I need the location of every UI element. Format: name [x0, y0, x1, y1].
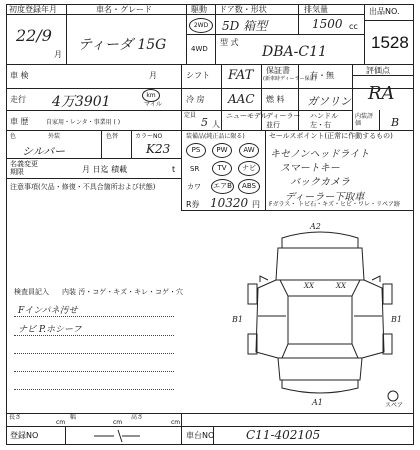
mark-xx-right: XX	[336, 282, 346, 290]
r-unit: 円	[252, 200, 260, 209]
sales-point-1: キセノンヘッドライト	[270, 149, 370, 160]
inspector-label: 検査員記入	[14, 288, 49, 296]
equip-airbag: エアB	[211, 179, 234, 194]
warranty-value: 有・無	[310, 71, 334, 80]
drive-2wd: 2WD	[189, 18, 213, 33]
spare-label: スペア	[385, 402, 404, 409]
mileage-value: 4万3901	[52, 94, 111, 110]
notes-label: 注意事項(欠品・修復・不具合箇所および状態)	[10, 183, 156, 191]
inspector-note-2: ナビ P.ホシーフ	[18, 325, 82, 335]
mark-a2: A2	[310, 222, 321, 231]
displacement-label: 排気量	[304, 5, 328, 14]
warranty-sub: (新車時ディーラー保証)	[263, 76, 317, 82]
color-value: シルバー	[22, 145, 65, 158]
color-sub1: 外装	[48, 133, 61, 140]
equip-kawa: カワ	[187, 183, 201, 191]
interior-label: 内装評価	[355, 113, 374, 127]
inspection-month: 月	[149, 71, 157, 80]
r-label: R券	[186, 200, 200, 209]
color-sub2: 色替	[106, 133, 119, 140]
displacement-value: 1500	[312, 17, 343, 31]
history-options: 自家用・レンタ・事業用 ( )	[46, 119, 121, 126]
mark-xx-left: XX	[304, 282, 314, 290]
inspection-label: 車 検	[10, 71, 29, 80]
name-change-label: 名義変更期限	[10, 160, 38, 176]
doors-label: ドア数・形状	[219, 5, 267, 14]
model-label: 型 式	[220, 38, 239, 47]
chassis-label: 車台NO	[186, 431, 215, 440]
equip-navi: ナビ	[238, 161, 260, 176]
sales-label: セールスポイント(正常に作動するもの)	[269, 132, 393, 140]
interior-value: B	[391, 116, 400, 129]
length-label: 長さ	[9, 414, 22, 421]
doors-value: 5D 箱型	[222, 19, 268, 33]
color-no-value: K23	[146, 142, 171, 156]
model-value: DBA-C11	[262, 44, 327, 60]
equip-ps: PS	[186, 143, 206, 158]
length-unit: cm	[56, 419, 66, 426]
equip-tv: TV	[212, 161, 232, 176]
lot-label: 出品NO.	[369, 7, 400, 16]
capacity-value: 5	[201, 116, 208, 129]
glass-row: Fガラス・ トビ石・キズ・ヒビ・ワレ・リペア跡	[269, 201, 400, 208]
capacity-label: 定員	[184, 112, 197, 119]
first-reg-label: 初度登録年月	[9, 5, 57, 14]
color-no-label: カラーNO	[135, 133, 163, 140]
mileage-unit-mile: マイル	[144, 101, 162, 108]
first-reg-value: 22/9	[16, 26, 52, 45]
name-change-fields: 月 日迄 積載	[82, 165, 128, 174]
car-name-label: 車名・グレード	[96, 5, 152, 14]
new-model-label: ニューモデル	[226, 112, 268, 120]
mileage-unit-km: km	[142, 89, 160, 102]
shift-value: FAT	[228, 68, 254, 83]
mark-b1-left: B1	[232, 315, 243, 324]
mileage-label: 走行	[10, 95, 26, 104]
sales-point-3: バックカメラ	[290, 177, 350, 188]
r-value: 10320	[210, 196, 249, 210]
car-name-value: ティーダ 15G	[78, 37, 167, 53]
inspector-options: 内装 汚・コゲ・キズ・キレ・コゲ・穴	[62, 288, 184, 296]
capacity-unit: 人	[212, 120, 220, 129]
warranty-label: 保証書	[266, 66, 290, 75]
equipment-title: 装備品(純正品に限る)	[186, 133, 245, 140]
width-label: 幅	[70, 414, 77, 421]
drive-4wd: 4WD	[191, 45, 208, 53]
color-label: 色	[10, 133, 17, 140]
fuel-label: 燃 料	[266, 95, 285, 104]
inspector-note-1: Fインパネ汚せ	[18, 306, 78, 316]
lot-value: 1528	[371, 33, 409, 52]
reg-no-strike	[92, 426, 142, 444]
score-label: 評価点	[366, 66, 390, 75]
sales-point-2: スマートキー	[280, 163, 340, 174]
chassis-value: C11-402105	[246, 428, 321, 442]
fuel-value: ガソリン	[307, 95, 351, 108]
drive-label: 駆動	[191, 5, 207, 14]
sales-point-4: ディーラー下取車	[285, 192, 365, 203]
history-label: 車 歴	[10, 117, 29, 126]
width-unit: cm	[113, 419, 123, 426]
name-change-unit: t	[172, 165, 176, 174]
ac-value: AAC	[228, 92, 255, 106]
mark-b1-right: B1	[391, 315, 402, 324]
equip-sr: SR	[190, 165, 200, 173]
mark-a1: A1	[312, 398, 323, 407]
height-unit: cm	[171, 419, 181, 426]
shift-label: シフト	[186, 71, 210, 80]
height-label: 高さ	[131, 414, 144, 421]
score-value: RA	[368, 83, 395, 104]
parallel-label: ディーラー 並行	[266, 112, 301, 129]
first-reg-month: 月	[54, 50, 62, 59]
car-damage-diagram	[230, 218, 410, 413]
ac-label: 冷 房	[186, 95, 205, 104]
handle-label: ハンドル	[310, 112, 338, 120]
reg-no-label: 登録NO	[10, 431, 39, 440]
displacement-unit: cc	[349, 22, 358, 31]
equip-pw: PW	[212, 143, 232, 158]
equip-abs: ABS	[238, 179, 260, 194]
equip-aw: AW	[239, 143, 259, 158]
handle-value: 左・右	[310, 121, 331, 129]
